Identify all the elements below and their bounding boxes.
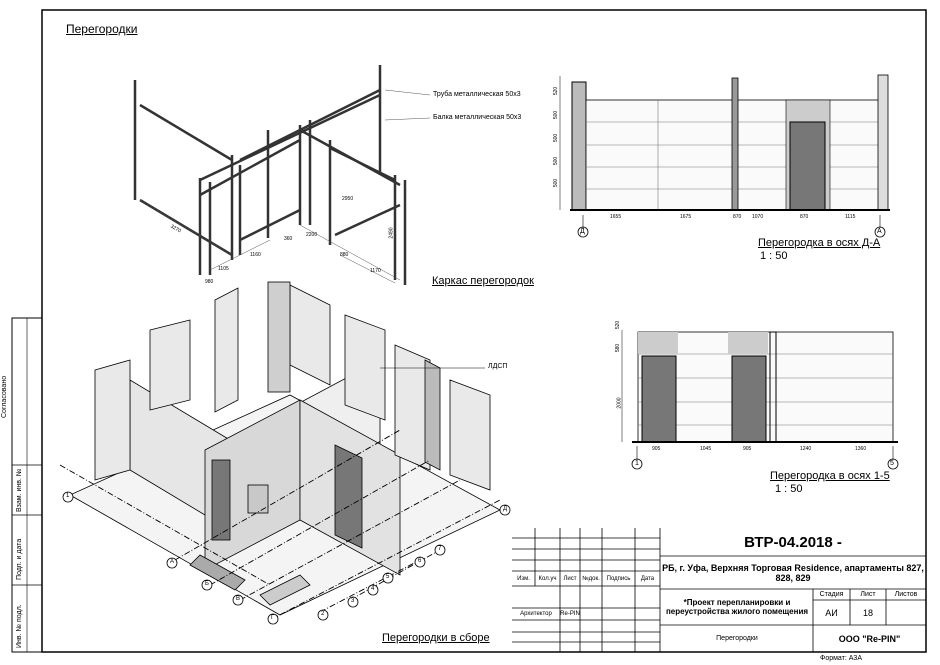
col-header: №док.: [582, 575, 600, 582]
role: Архитектор: [520, 611, 552, 617]
format-label: Формат: А3А: [820, 655, 862, 662]
iso-axis-label: А: [170, 559, 175, 565]
iso-axis-label: 5: [386, 574, 390, 580]
elev-da-dim: 1115: [845, 214, 856, 220]
sheets-value: [886, 600, 926, 625]
frame-dim: 880: [340, 252, 349, 258]
stamp-agreed: Согласовано: [1, 375, 8, 418]
elev-da-vdim: 500: [553, 178, 560, 188]
company: ООО "Re-PIN": [838, 633, 901, 644]
section-da-scale: 1 : 50: [760, 250, 788, 262]
col-header: Подпись: [606, 575, 631, 582]
sheet-name: Перегородки: [716, 635, 758, 642]
section-15-title: Перегородка в осях 1-5: [770, 470, 890, 482]
drawing-code: ВТР-04.2018 -: [744, 533, 842, 551]
frame-dim: 1170: [370, 268, 381, 274]
elev-da-dim: 1070: [752, 214, 764, 220]
iso-axis-label: Б: [205, 581, 209, 587]
frame-title: Каркас перегородок: [432, 275, 534, 287]
iso-axis-label: 4: [371, 586, 375, 592]
axis-label: 1: [635, 460, 639, 467]
sheets-header: Листов: [894, 591, 918, 598]
stage-value: АИ: [825, 607, 838, 618]
elev-da-vdim: 500: [553, 133, 560, 143]
iso-axis-label: В: [236, 596, 241, 602]
beam-callout: Балка металлическая 50х3: [433, 114, 522, 121]
elev-da-dim: 870: [733, 214, 742, 220]
assembly-title: Перегородки в сборе: [382, 632, 490, 644]
frame-dim: 360: [284, 236, 293, 242]
frame-dim: 2200: [306, 232, 318, 238]
axis-label: А: [877, 228, 882, 235]
col-header: Дата: [640, 575, 655, 582]
iso-axis-label: 1: [66, 493, 70, 499]
elev-15-dim: 1045: [700, 446, 712, 452]
section-15-scale: 1 : 50: [775, 483, 803, 495]
stage-header: Стадия: [819, 591, 844, 598]
pipe-callout: Труба металлическая 50х3: [433, 91, 521, 98]
stamp-inv-replace: Взам. инв. №: [16, 468, 23, 512]
axis-label: Д: [580, 228, 585, 235]
elev-da-dim: 1655: [610, 214, 622, 220]
col-header: Изм.: [517, 575, 530, 582]
iso-axis-label: 7: [438, 546, 442, 552]
elev-15-vdim: 2000: [616, 397, 623, 409]
elev-da-dim: 870: [800, 214, 809, 220]
elev-15-dim: 905: [743, 446, 752, 452]
axis-label: 5: [890, 460, 894, 467]
elev-da-vdim: 500: [553, 110, 560, 120]
address: РБ, г. Уфа, Верхняя Торговая Residence, апартаменты 827, 828, 829: [662, 562, 924, 583]
partitions-title: Перегородки: [66, 22, 138, 36]
ldsp-callout: ЛДСП: [488, 363, 508, 370]
elev-da-vdim: 500: [553, 156, 560, 166]
frame-dim: 3270: [169, 223, 182, 235]
frame-dim: 1160: [250, 252, 261, 258]
elev-15-dim: 1360: [855, 446, 867, 452]
col-header: Лист: [563, 575, 577, 582]
stamp-inv-orig: Инв. № подл.: [16, 604, 23, 648]
elev-da-dim: 1675: [680, 214, 692, 220]
iso-axis-label: 6: [418, 558, 422, 564]
elev-da-vdim: 520: [553, 86, 560, 96]
frame-dim: 1105: [218, 266, 229, 272]
iso-axis-label: Д: [503, 506, 508, 512]
sheet-header: Лист: [860, 591, 876, 598]
frame-dim: 2950: [342, 196, 354, 202]
frame-dim: 2490: [388, 227, 395, 239]
project-name: *Проект перепланировки и переустройства жилого помещения: [665, 598, 809, 616]
sheet-value: 18: [862, 607, 873, 618]
frame-dim: 980: [205, 279, 214, 285]
elev-15-dim: 1240: [800, 446, 812, 452]
elev-15-vdim: 520: [615, 320, 622, 330]
elev-15-vdim: 580: [615, 343, 622, 353]
iso-axis-label: 3: [351, 598, 355, 604]
iso-axis-label: 2: [321, 611, 325, 617]
iso-axis-label: Г: [271, 615, 275, 621]
elev-15-dim: 905: [652, 446, 661, 452]
col-header: Кол.уч: [538, 575, 557, 582]
role-name: Re-PIN: [560, 611, 580, 617]
section-da-title: Перегородка в осях Д-А: [758, 237, 881, 249]
stamp-sign-date: Подп. и дата: [16, 538, 23, 580]
